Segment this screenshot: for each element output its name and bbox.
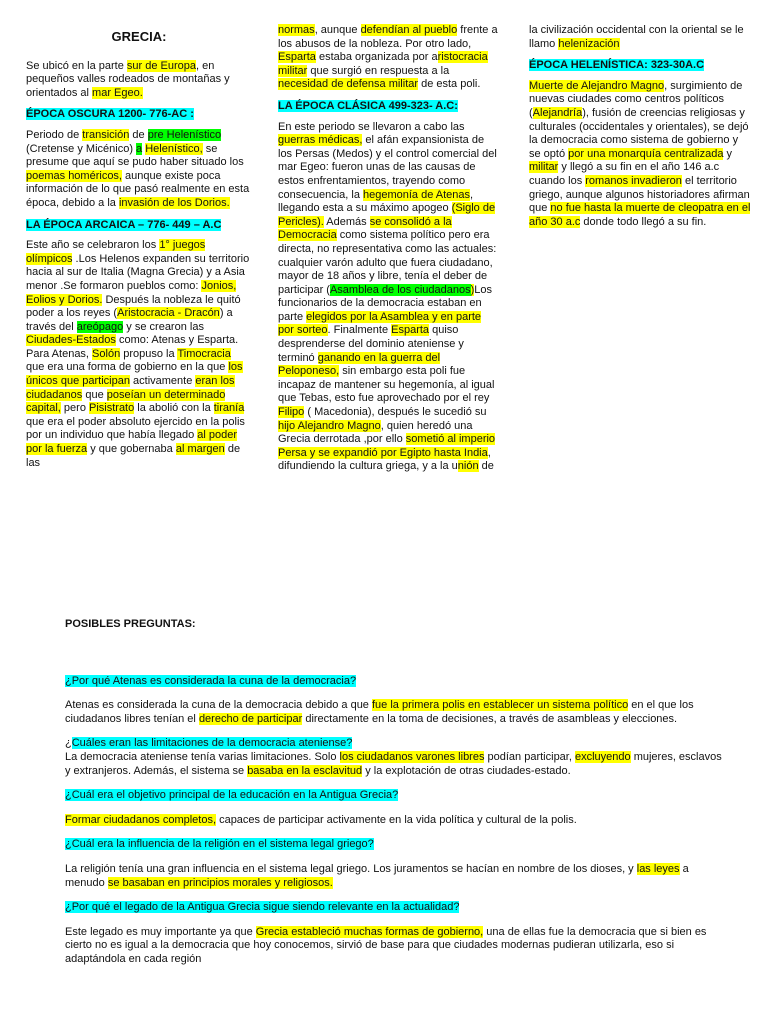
highlighted-text: ¿Por qué Atenas es considerada la cuna de la democracia? xyxy=(65,674,357,687)
paragraph xyxy=(26,129,252,211)
answer xyxy=(65,814,725,828)
highlighted-text: no fue hasta la muerte de cleopatra en el año 30 a.c xyxy=(529,202,751,228)
highlighted-text: las leyes xyxy=(636,862,680,875)
text-run: que era una forma de gobierno en la que xyxy=(26,361,229,374)
highlighted-text: Ciudades-Estados xyxy=(26,334,116,347)
text-run: donde todo llegó a su fin. xyxy=(580,215,707,228)
highlighted-text: derecho de participar xyxy=(198,712,303,725)
text-run: la civilización occidental con la oriental se le llamo xyxy=(529,24,744,50)
text-run: quiso desprenderse del dominio ateniense y terminó xyxy=(278,324,464,364)
text-run: Además xyxy=(323,215,370,228)
highlighted-text: areópago xyxy=(76,320,124,333)
text-run: , quien heredó una Grecia derrotada ,por ello xyxy=(278,419,473,446)
text-run: GRECIA: xyxy=(111,29,167,44)
text-run: aunque existe poca información de lo que pasó realmente en esta época, debido a la xyxy=(26,169,250,209)
text-run: ), fusión de creencias religiosas y culturales (occidentales y orientales), se dejó la democracia como sistema de gobierno y se optó xyxy=(529,106,749,160)
section-heading xyxy=(26,108,252,122)
highlighted-text: Aristocracia - Dracón xyxy=(117,307,220,320)
highlighted-text: ÉPOCA HELENÍSTICA: 323-30A.C xyxy=(529,59,705,72)
highlighted-text: Muerte de Alejandro Magno xyxy=(529,79,665,92)
highlighted-text: a xyxy=(136,142,143,155)
column-1 xyxy=(26,24,252,478)
text-run: la abolió con la xyxy=(134,402,214,415)
highlighted-text: Grecia estableció muchas formas de gobierno, xyxy=(255,925,484,938)
text-run: , llegando esta a su máximo apogeo xyxy=(278,188,474,215)
text-run: en el que los ciudadanos libres tenían el xyxy=(65,699,694,725)
highlighted-text: Cuáles eran las limitaciones de la democracia ateniense? xyxy=(71,737,353,750)
text-run: que xyxy=(82,388,107,401)
highlighted-text: necesidad de defensa militar xyxy=(278,78,419,91)
highlighted-text: se consolidó a la Democracia xyxy=(278,215,452,242)
highlighted-text: LA ÉPOCA CLÁSICA 499-323- A.C: xyxy=(278,99,458,112)
text-run: , aunque xyxy=(314,24,361,36)
highlighted-text: mar Egeo. xyxy=(92,86,143,99)
highlighted-text: Formar ciudadanos completos, xyxy=(65,813,217,826)
paragraph xyxy=(26,239,252,470)
paragraph xyxy=(529,80,751,230)
text-run: y xyxy=(723,147,733,160)
document-title xyxy=(26,30,252,44)
highlighted-text: Solón xyxy=(92,347,121,360)
highlighted-text: tiranía xyxy=(213,402,245,415)
question xyxy=(65,675,725,689)
text-run: de xyxy=(129,128,148,141)
question xyxy=(65,737,725,751)
text-run: directamente en la toma de decisiones, a través de asambleas y elecciones. xyxy=(302,712,678,725)
highlighted-text: transición xyxy=(82,128,130,141)
highlighted-text: los ciudadanos varones libres xyxy=(339,750,485,763)
highlighted-text: ¿Cuál era el objetivo principal de la educación en la Antigua Grecia? xyxy=(65,789,399,802)
highlighted-text: ristocracia militar xyxy=(278,51,488,77)
highlighted-text: se basaban en principios morales y religiosos. xyxy=(107,876,333,889)
highlighted-text: excluyendo xyxy=(574,750,631,763)
answer xyxy=(65,926,725,967)
highlighted-text: ¿Cuál era la influencia de la religión en el sistema legal griego? xyxy=(65,838,374,851)
answer xyxy=(65,699,725,726)
text-run: ) a través del xyxy=(26,307,233,333)
highlighted-text: elegidos por la Asamblea y en parte por sorteo xyxy=(278,310,482,337)
questions-section xyxy=(65,618,725,978)
text-run: capaces de participar activamente en la vida política y cultural de la polis. xyxy=(216,813,577,826)
text-run: ( Macedonia), después le sucedió su xyxy=(304,406,487,419)
text-run: Este legado es muy importante ya que xyxy=(65,925,256,938)
highlighted-text: al margen xyxy=(175,443,225,456)
text-run: y la explotación de otras ciudades-estado. xyxy=(362,764,571,777)
highlighted-text: poseían un determinado capital, xyxy=(26,388,226,415)
highlighted-text: por una monarquía centralizada xyxy=(568,147,724,160)
text-run: y se crearon las xyxy=(123,320,204,333)
highlighted-text: hegemonía de Atenas xyxy=(363,188,471,201)
text-run: pero xyxy=(60,402,89,415)
highlighted-text: guerras médicas, xyxy=(278,134,363,147)
text-run: como: Atenas y Esparta. Para Atenas, xyxy=(26,334,239,360)
text-run: mujeres, esclavos y extranjeros. Además, el sistema se xyxy=(65,750,722,777)
highlighted-text: basaba en la esclavitud xyxy=(247,764,363,777)
question xyxy=(65,901,725,915)
highlighted-text: Filipo xyxy=(278,406,305,419)
highlighted-text: fue la primera polis en establecer un sistema político xyxy=(372,699,629,712)
highlighted-text: Jonios, Eolios y Dorios. xyxy=(26,279,237,306)
text-run: estaba organizada por a xyxy=(315,51,438,64)
text-run: de esta poli. xyxy=(418,78,481,91)
text-run: el territorio griego, aunque algunos historiadores afirman que xyxy=(529,174,750,215)
text-run: que era el poder absoluto ejercido en la polis por un individuo que había llegado xyxy=(26,415,245,442)
questions-list xyxy=(65,675,725,967)
highlighted-text: al poder por la fuerza xyxy=(26,429,238,456)
highlighted-text: Pisistrato xyxy=(89,402,135,415)
highlighted-text: ganando en la guerra del Peloponeso, xyxy=(278,351,441,378)
highlighted-text: 1° juegos olímpicos xyxy=(26,239,206,265)
text-run: a menudo xyxy=(65,862,689,889)
highlighted-text: helenización xyxy=(558,37,620,50)
highlighted-text: romanos invadieron xyxy=(585,174,682,187)
question xyxy=(65,789,725,803)
text-run: propuso la xyxy=(120,347,178,360)
highlighted-text: Asamblea de los ciudadanos xyxy=(329,283,471,296)
text-run: activamente xyxy=(129,375,196,388)
column-2 xyxy=(278,24,498,482)
text-run: sin embargo esta poli fue incapaz de mantener su hegemonía, al igual que Tebas, esto fue aprovechado por el rey xyxy=(278,365,495,405)
text-run: frente a los abusos de la nobleza. Por otro lado, xyxy=(278,24,498,50)
highlighted-text: eran los ciudadanos xyxy=(26,375,235,401)
column-3 xyxy=(529,24,751,237)
text-run: y llegó a su fin en el año 146 a.c cuando los xyxy=(529,161,720,187)
highlighted-text: sometió al imperio Persa y se expandió por Egipto hasta India xyxy=(278,433,496,459)
highlighted-text: Esparta xyxy=(391,324,430,337)
highlighted-text: ÉPOCA OSCURA 1200- 776-AC : xyxy=(26,108,194,121)
text-run: La religión tenía una gran influencia en el sistema legal griego. Los juramentos se hacían en nombre de los dioses, y xyxy=(65,862,637,875)
text-run: Se ubicó en la parte xyxy=(26,59,127,72)
text-run: ¿ xyxy=(65,737,72,750)
text-run: podían participar, xyxy=(484,750,575,763)
text-run: , surgimiento de nuevas ciudades como centros políticos ( xyxy=(529,79,743,119)
highlighted-text: Helenístico, xyxy=(145,142,203,155)
text-run: .Los Helenos expanden su territorio hacia al sur de Italia (Magna Grecia) y a Asia menor .Se formaron pueblos como: xyxy=(26,252,250,292)
text-run: . Finalmente xyxy=(327,324,392,337)
text-run: de xyxy=(478,460,494,473)
text-run: Este año se celebraron los xyxy=(26,239,160,252)
paragraph xyxy=(278,24,498,92)
highlighted-text: invasión de los Dorios. xyxy=(118,196,230,209)
text-run: de las xyxy=(26,443,241,469)
highlighted-text: (Siglo de Pericles). xyxy=(278,202,496,228)
highlighted-text: Timocracia xyxy=(177,347,231,360)
highlighted-text: poemas homéricos, xyxy=(26,169,122,182)
highlighted-text: defendían al pueblo xyxy=(360,24,458,36)
highlighted-text: sur de Europa xyxy=(126,59,197,72)
highlighted-text: militar xyxy=(529,161,559,174)
highlighted-text: Esparta xyxy=(278,51,316,64)
question xyxy=(65,838,725,852)
text-run: como sistema político pero era directa, no representativa como las actuales: cualquier varón adulto que fuera ciudadano, mayor de 18 años y libre, tenía el deber de participar ( xyxy=(278,229,497,296)
highlighted-text: ) xyxy=(470,283,475,296)
text-run: se presume que aquí se pudo haber situado los xyxy=(26,142,244,169)
text-run: (Cretense y Micénico) xyxy=(26,142,137,155)
text-run: que surgió en respuesta a la xyxy=(307,64,450,77)
section-heading xyxy=(529,59,751,73)
answer xyxy=(65,863,725,890)
text-run: Después la nobleza le quitó poder a los reyes ( xyxy=(26,293,241,320)
section-heading xyxy=(26,219,252,233)
answer xyxy=(65,751,725,778)
highlighted-text: ¿Por qué el legado de la Antigua Grecia sigue siendo relevante en la actualidad? xyxy=(65,901,460,914)
paragraph xyxy=(26,60,252,101)
text-run: y que gobernaba xyxy=(87,443,176,456)
text-run: , difundiendo la cultura griega, y a la u xyxy=(278,446,491,473)
text-run: En este periodo se llevaron a cabo las xyxy=(278,120,465,133)
highlighted-text: hijo Alejandro Magno xyxy=(278,419,381,432)
paragraph xyxy=(529,24,751,51)
highlighted-text: normas xyxy=(278,24,315,36)
questions-title: POSIBLES PREGUNTAS: xyxy=(65,618,196,630)
text-run: el afán expansionista de los Persas (Medos) y el control comercial del mar Egeo: fueron unas de las causas de estos enfrentamientos, trayendo como consecuencia, la xyxy=(278,134,497,201)
text-run: Atenas es considerada la cuna de la democracia debido a que xyxy=(65,699,372,712)
highlighted-text: nión xyxy=(457,460,479,473)
text-run: una de ellas fue la democracia que si bien es cierto no es igual a la democracia que hoy conocemos, sirvió de base para que ciudades modernas pudieran utilizarla, eso si adaptándola en cada región xyxy=(65,925,707,965)
highlighted-text: pre Helenístico xyxy=(147,128,222,141)
paragraph xyxy=(278,121,498,474)
text-run: Periodo de xyxy=(26,128,83,141)
text-run: La democracia ateniense tenía varias limitaciones. Solo xyxy=(65,750,340,763)
section-heading xyxy=(278,100,498,114)
text-run: , en pequeños valles rodeados de montañas y orientados al xyxy=(26,59,230,99)
highlighted-text: Alejandría xyxy=(532,106,583,119)
text-run: Los funcionarios de la democracia estaban en parte xyxy=(278,283,493,323)
highlighted-text: LA ÉPOCA ARCAICA – 776- 449 – A.C xyxy=(26,218,222,231)
highlighted-text: los únicos que participan xyxy=(26,361,243,388)
